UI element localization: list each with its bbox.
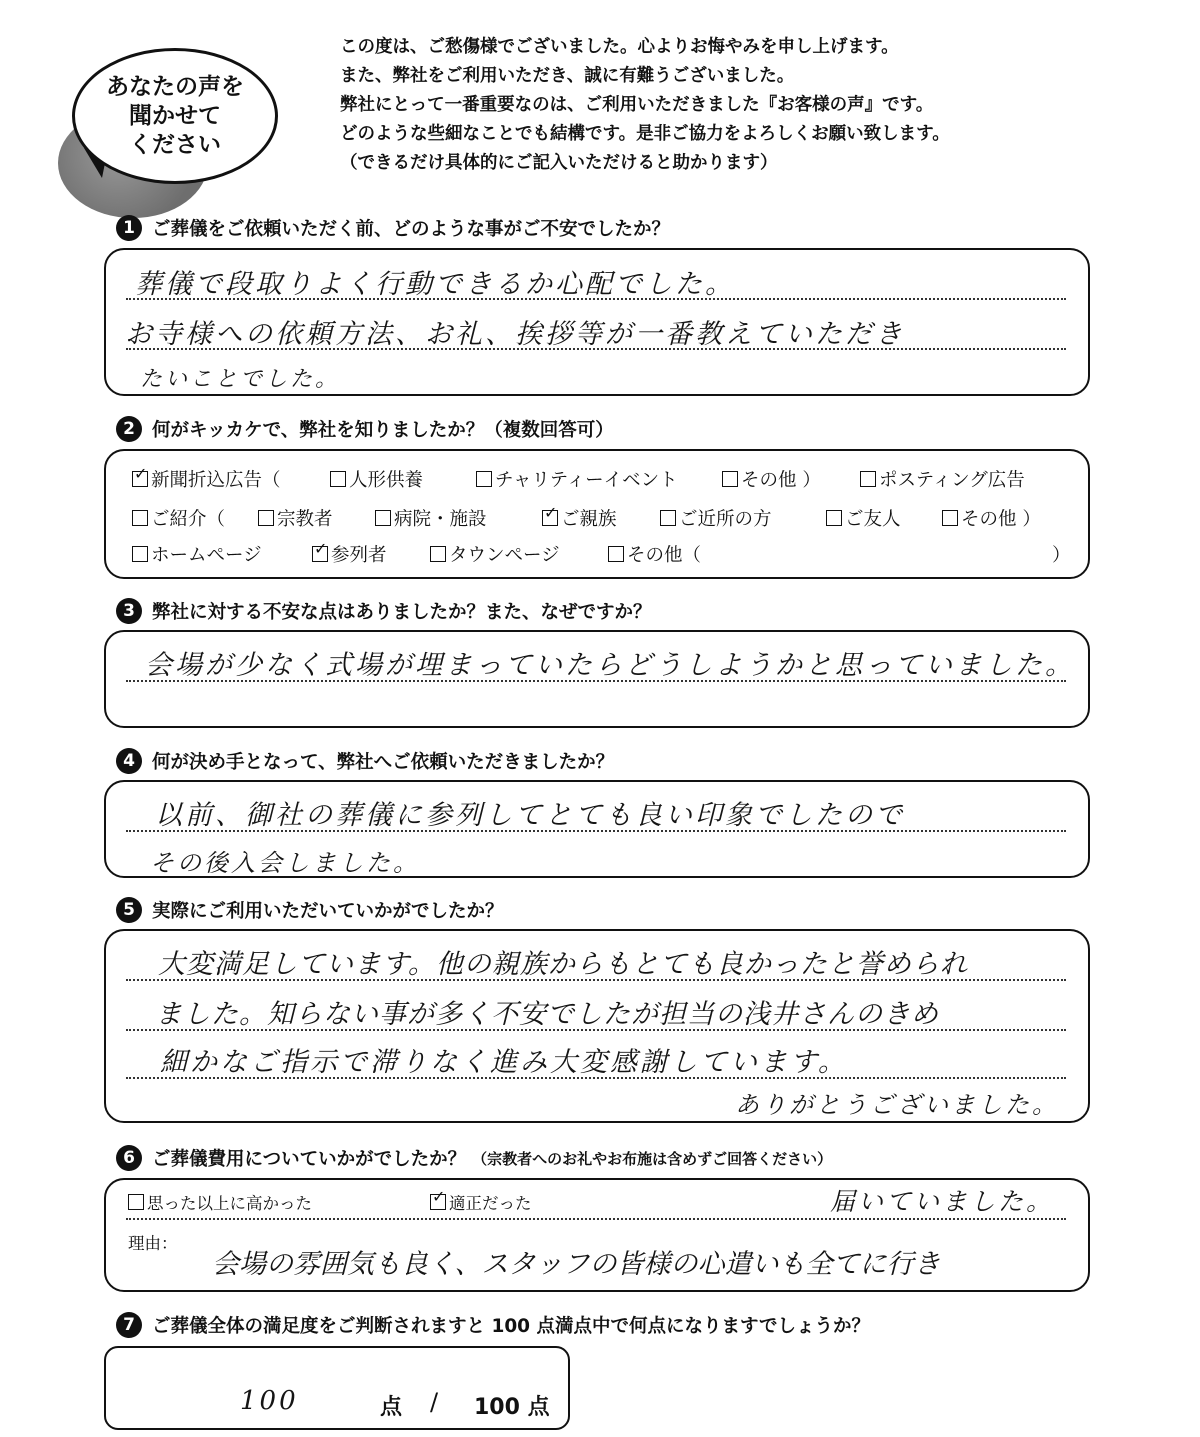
- question-2: [116, 416, 614, 442]
- score-slash: /: [430, 1388, 439, 1416]
- question-text: ご葬儀全体の満足度をご判断されますと 100 点満点中で何点になりますでしょうか？: [152, 1316, 871, 1337]
- bubble-line-1: あなたの声を: [106, 73, 244, 100]
- handwritten-answer: 大変満足しています。他の親族からもとても良かったと誉められ: [158, 949, 968, 980]
- question-1: [116, 215, 670, 241]
- question-6: [116, 1145, 832, 1171]
- score-unit: 点: [380, 1395, 403, 1420]
- checkbox-label: 宗教者: [277, 509, 333, 530]
- checkbox-label: ご近所の方: [679, 509, 772, 530]
- voice-bubble: [72, 48, 278, 184]
- question-number: 2: [116, 416, 142, 442]
- question-7: [116, 1312, 870, 1338]
- checkbox-attendee[interactable]: [312, 541, 387, 567]
- intro-line: 弊社にとって一番重要なのは、ご利用いただきました『お客様の声』です。: [340, 95, 934, 115]
- checkbox-icon: [826, 510, 842, 526]
- checkbox-icon: [860, 471, 876, 487]
- question-4: [116, 748, 614, 774]
- question-number: 1: [116, 215, 142, 241]
- checkbox-label: ご紹介（: [151, 509, 226, 530]
- question-number: 3: [116, 598, 142, 624]
- checkbox-label: 参列者: [331, 545, 387, 566]
- reason-label: 理由：: [128, 1234, 178, 1253]
- intro-line: （できるだけ具体的にご記入いただけると助かります）: [340, 153, 778, 173]
- checkbox-charity[interactable]: [476, 466, 678, 492]
- checkbox-other-3[interactable]: [608, 541, 701, 567]
- question-text: 何がキッカケで、弊社を知りましたか？（複数回答可）: [152, 420, 614, 441]
- handwritten-score: 100: [240, 1386, 299, 1416]
- checkbox-fair[interactable]: [430, 1190, 532, 1214]
- handwritten-answer: ました。知らない事が多く不安でしたが担当の浅井さんのきめ: [155, 999, 939, 1030]
- handwritten-answer: 以前、御社の葬儀に参列してとても良い印象でしたので: [155, 800, 905, 831]
- checkbox-icon: [430, 546, 446, 562]
- handwritten-answer: 会場が少なく式場が埋まっていたらどうしようかと思っていました。: [145, 650, 1075, 681]
- checkbox-icon: [132, 546, 148, 562]
- checkbox-icon: [258, 510, 274, 526]
- checkbox-checked-icon: [542, 510, 558, 526]
- checkbox-label: その他 ）: [741, 470, 821, 491]
- checkbox-label: ご友人: [845, 509, 901, 530]
- checkbox-homepage[interactable]: [132, 541, 262, 567]
- checkbox-icon: [660, 510, 676, 526]
- checkbox-checked-icon: [132, 471, 148, 487]
- checkbox-other-2[interactable]: [942, 505, 1041, 531]
- handwritten-answer: お寺様への依頼方法、お礼、挨拶等が一番教えていただき: [125, 319, 905, 350]
- checkbox-label: タウンページ: [449, 545, 560, 566]
- question-text: 何が決め手となって、弊社へご依頼いただきましたか？: [152, 752, 615, 773]
- question-note: （宗教者へのお礼やお布施は含めずご回答ください）: [472, 1149, 833, 1168]
- checkbox-label: 病院・施設: [394, 509, 487, 530]
- checkbox-label: 適正だった: [449, 1194, 532, 1213]
- question-number: 4: [116, 748, 142, 774]
- question-text: 実際にご利用いただいていかがでしたか？: [152, 901, 504, 922]
- score-max: 100 点: [474, 1395, 550, 1420]
- question-5: [116, 897, 504, 923]
- handwritten-answer: 届いていました。: [830, 1187, 1055, 1216]
- handwritten-answer: その後入会しました。: [150, 849, 420, 877]
- bubble-line-3: ください: [129, 131, 221, 158]
- checkbox-neighbors[interactable]: [660, 505, 772, 531]
- checkbox-newspaper[interactable]: [132, 466, 281, 492]
- question-number: 6: [116, 1145, 142, 1171]
- intro-line: この度は、ご愁傷様でございました。心よりお悔やみを申し上げます。: [340, 37, 899, 57]
- checkbox-label: ホームページ: [151, 545, 262, 566]
- handwritten-answer: 葬儀で段取りよく行動できるか心配でした。: [135, 269, 735, 300]
- checkbox-checked-icon: [430, 1194, 446, 1210]
- handwritten-answer: たいことでした。: [140, 367, 341, 392]
- checkbox-introduction[interactable]: [132, 505, 225, 531]
- checkbox-label: その他 ）: [961, 509, 1041, 530]
- handwritten-answer: 会場の雰囲気も良く、スタッフの皆様の心遣いも全てに行き: [212, 1249, 941, 1280]
- checkbox-hospital[interactable]: [375, 505, 487, 531]
- checkbox-icon: [132, 510, 148, 526]
- question-text: 弊社に対する不安な点はありましたか？また、なぜですか？: [152, 602, 652, 623]
- intro-line: どのような些細なことでも結構です。是非ご協力をよろしくお願い致します。: [340, 124, 950, 144]
- intro-text: [340, 33, 950, 178]
- question-number: 5: [116, 897, 142, 923]
- other-close-paren: ）: [1052, 545, 1071, 566]
- checkbox-friends[interactable]: [826, 505, 901, 531]
- checkbox-other-1[interactable]: [722, 466, 821, 492]
- checkbox-icon: [942, 510, 958, 526]
- checkbox-label: 人形供養: [349, 470, 424, 491]
- handwritten-answer: 細かなご指示で滞りなく進み大変感謝しています。: [160, 1047, 848, 1078]
- bubble-line-2: 聞かせて: [129, 102, 221, 129]
- checkbox-icon: [722, 471, 738, 487]
- checkbox-label: その他（: [627, 545, 702, 566]
- checkbox-icon: [608, 546, 624, 562]
- question-text: ご葬儀費用についていかがでしたか？: [152, 1149, 467, 1170]
- checkbox-label: 思った以上に高かった: [147, 1194, 312, 1213]
- question-3: [116, 598, 652, 624]
- intro-line: また、弊社をご利用いただき、誠に有難うございました。: [340, 66, 795, 86]
- checkbox-icon: [330, 471, 346, 487]
- checkbox-relatives[interactable]: [542, 505, 617, 531]
- checkbox-townpage[interactable]: [430, 541, 560, 567]
- checkbox-religious[interactable]: [258, 505, 333, 531]
- checkbox-icon: [476, 471, 492, 487]
- checkbox-label: 新聞折込広告（: [151, 470, 281, 491]
- checkbox-icon: [128, 1194, 144, 1210]
- checkbox-label: ご親族: [561, 509, 617, 530]
- checkbox-doll[interactable]: [330, 466, 423, 492]
- checkbox-label: チャリティーイベント: [495, 470, 678, 491]
- handwritten-answer: ありがとうございました。: [735, 1091, 1059, 1119]
- checkbox-label: ポスティング広告: [879, 470, 1025, 491]
- checkbox-icon: [375, 510, 391, 526]
- checkbox-posting[interactable]: [860, 466, 1025, 492]
- question-number: 7: [116, 1312, 142, 1338]
- dotted-line: [126, 1218, 1066, 1220]
- question-text: ご葬儀をご依頼いただく前、どのような事がご不安でしたか？: [152, 219, 671, 240]
- checkbox-checked-icon: [312, 546, 328, 562]
- checkbox-too-expensive[interactable]: [128, 1190, 312, 1214]
